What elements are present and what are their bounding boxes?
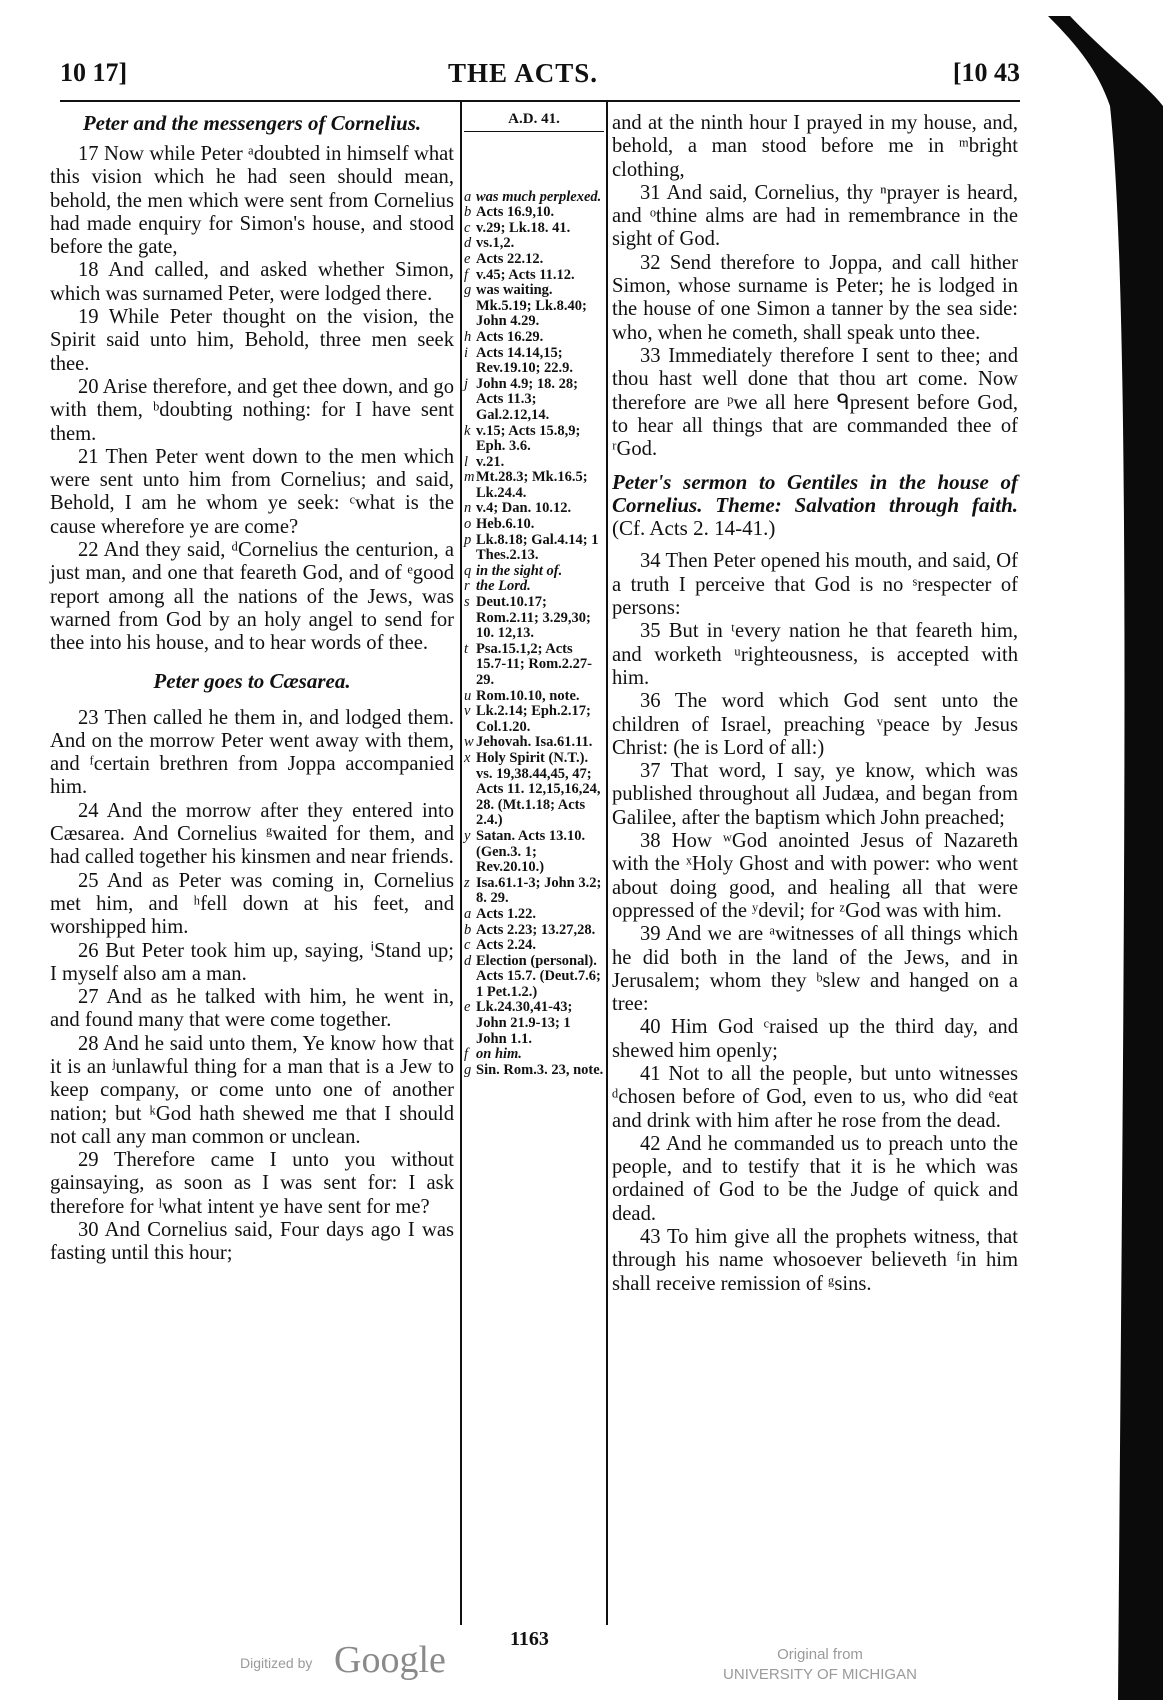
left-text-column xyxy=(50,112,454,1266)
cross-reference xyxy=(464,595,604,642)
reference-text: Jehovah. Isa.61.11. xyxy=(476,734,593,751)
cross-reference xyxy=(464,579,604,595)
reference-text: vs.1,2. xyxy=(476,235,515,252)
verse: 34 Then Peter opened his mouth, and said, Of a truth I perceive that God is no ˢrespecter of persons: xyxy=(612,550,1018,620)
verse-group-23-30 xyxy=(50,707,454,1266)
reference-letter: t xyxy=(464,640,469,657)
reference-letter: w xyxy=(464,734,474,751)
reference-text: Lk.8.18; Gal.4.14; 1 Thes.2.13. xyxy=(476,531,599,564)
reference-text: on him. xyxy=(476,1046,522,1063)
verse: 30 And Cornelius said, Four days ago I was fasting until this hour; xyxy=(50,1219,454,1265)
cross-reference xyxy=(464,330,604,346)
cross-reference xyxy=(464,268,604,284)
verse: 27 And as he talked with him, he went in, and found many that were come together. xyxy=(50,986,454,1032)
verse-group-30-33 xyxy=(612,112,1018,461)
institution-label: UNIVERSITY OF MICHIGAN xyxy=(723,1666,917,1683)
page-number: 1163 xyxy=(510,1628,549,1650)
reference-letter: a xyxy=(464,188,472,205)
section-heading-sermon xyxy=(612,471,1018,540)
reference-text: Rom.10.10, note. xyxy=(476,687,580,704)
reference-letter: i xyxy=(464,344,469,361)
reference-text: v.15; Acts 15.8,9; Eph. 3.6. xyxy=(476,422,581,455)
verse-group-34-43 xyxy=(612,550,1018,1296)
reference-text: was waiting. Mk.5.19; Lk.8.40; John 4.29. xyxy=(476,282,587,330)
verse: 21 Then Peter went down to the men which were sent unto him from Cornelius; and said, Behold, I am he whom ye seek: ᶜwhat is the cause wherefore ye are come? xyxy=(50,445,454,538)
cross-reference xyxy=(464,829,604,876)
cross-reference xyxy=(464,1063,604,1079)
cross-reference xyxy=(464,190,604,206)
reference-text: Deut.10.17; Rom.2.11; 3.29,30; 10. 12,13. xyxy=(476,594,591,642)
google-logo: Google xyxy=(334,1639,446,1681)
reference-letter: r xyxy=(464,578,470,595)
cross-reference xyxy=(464,517,604,533)
reference-text: the Lord. xyxy=(476,578,531,595)
section-heading-caesarea: Peter goes to Cæsarea. xyxy=(153,668,351,693)
cross-reference xyxy=(464,1047,604,1063)
verse-group-17-22 xyxy=(50,143,454,656)
cross-reference xyxy=(464,751,604,829)
sermon-heading-ref: (Cf. Acts 2. 14-41.) xyxy=(612,516,776,541)
cross-reference xyxy=(464,533,604,564)
cross-reference xyxy=(464,252,604,268)
cross-reference xyxy=(464,704,604,735)
reference-letter: c xyxy=(464,937,471,954)
reference-letter: z xyxy=(464,874,470,891)
cross-reference xyxy=(464,954,604,1001)
reference-list xyxy=(464,190,604,1079)
header-left-ref: 10 17] xyxy=(60,58,128,87)
reference-letter: p xyxy=(464,531,472,548)
cross-reference xyxy=(464,938,604,954)
verse: 38 How ʷGod anointed Jesus of Nazareth with the ˣHoly Ghost and with power: who went about doing good, and healing all that were oppressed of the ʸdevil; for ᶻGod was with him. xyxy=(612,830,1018,922)
reference-text: Heb.6.10. xyxy=(476,516,535,533)
reference-letter: x xyxy=(464,749,471,766)
column-divider-left xyxy=(460,100,462,1625)
reference-text: Isa.61.1-3; John 3.2; 8. 29. xyxy=(476,874,602,907)
reference-text: Election (personal). Acts 15.7. (Deut.7.6; 1 Pet.1.2.) xyxy=(476,952,601,1000)
reference-letter: d xyxy=(464,952,472,969)
reference-text: Acts 16.29. xyxy=(476,328,544,345)
header-book-title: THE ACTS. xyxy=(448,58,599,88)
cross-reference xyxy=(464,642,604,689)
verse: 25 And as Peter was coming in, Cornelius met him, and ʰfell down at his feet, and worshipped him. xyxy=(50,869,454,939)
reference-letter: g xyxy=(464,282,472,299)
cross-reference xyxy=(464,564,604,580)
verse: 43 To him give all the prophets witness, that through his name whosoever believeth ᶠin him shall receive remission of ᵍsins. xyxy=(612,1226,1018,1295)
reference-letter: u xyxy=(464,687,472,704)
reference-text: Lk.2.14; Eph.2.17; Col.1.20. xyxy=(476,703,591,735)
verse: 24 And the morrow after they entered into Cæsarea. And Cornelius ᵍwaited for them, and had called together his kinsmen and near friends. xyxy=(50,799,454,869)
verse: 17 Now while Peter ᵃdoubted in himself what this vision which he had seen should mean, behold, the men which were sent from Cornelius had made enquiry for Simon's house, and stood before the gate, xyxy=(50,143,454,259)
verse: 41 Not to all the people, but unto witnesses ᵈchosen before of God, even to us, who did ᵉeat and drink with him after he rose from the dead. xyxy=(612,1062,1018,1132)
reference-letter: l xyxy=(464,453,469,470)
reference-letter: a xyxy=(464,905,472,922)
cross-reference xyxy=(464,424,604,455)
cross-reference xyxy=(464,205,604,221)
cross-reference xyxy=(464,236,604,252)
section-heading-messengers: Peter and the messengers of Cornelius. xyxy=(82,111,422,135)
reference-letter: y xyxy=(464,827,471,844)
verse: and at the ninth hour I prayed in my house, and, behold, a man stood before me in ᵐbright clothing, xyxy=(612,112,1018,181)
cross-reference xyxy=(464,1000,604,1047)
reference-letter: d xyxy=(464,235,472,252)
reference-letter: q xyxy=(464,562,472,579)
cross-reference xyxy=(464,455,604,471)
reference-text: v.21. xyxy=(476,453,505,470)
original-source xyxy=(700,1645,940,1685)
reference-letter: s xyxy=(464,594,470,611)
verse: 40 Him God ᶜraised up the third day, and shewed him openly; xyxy=(612,1016,1018,1062)
cross-reference xyxy=(464,923,604,939)
reference-letter: m xyxy=(464,469,475,486)
verse: 29 Therefore came I unto you without gainsaying, as soon as I was sent for: I ask therefore for ˡwhat intent ye have sent for me? xyxy=(50,1149,454,1218)
reference-letter: f xyxy=(464,1046,469,1063)
reference-text: Psa.15.1,2; Acts 15.7-11; Rom.2.27-29. xyxy=(476,640,592,688)
reference-letter: c xyxy=(464,219,471,236)
reference-text: was much perplexed. xyxy=(476,188,602,205)
reference-text: Holy Spirit (N.T.). vs. 19,38.44,45, 47; Acts 11. 12,15,16,24, 28. (Mt.1.18; Acts 2.4.) xyxy=(476,749,601,829)
reference-text: v.4; Dan. 10.12. xyxy=(476,500,572,517)
date-label: A.D. 41. xyxy=(464,112,604,132)
reference-letter: k xyxy=(464,422,471,439)
cross-reference xyxy=(464,377,604,424)
header-right-ref: [10 43 xyxy=(952,58,1020,87)
reference-letter: g xyxy=(464,1061,472,1078)
original-from-label: Original from xyxy=(777,1646,863,1663)
verse: 36 The word which God sent unto the children of Israel, preaching ᵛpeace by Jesus Christ: (he is Lord of all:) xyxy=(612,690,1018,759)
reference-text: Satan. Acts 13.10. (Gen.3. 1; Rev.20.10.) xyxy=(476,827,586,876)
reference-letter: e xyxy=(464,999,471,1016)
reference-letter: j xyxy=(464,375,469,392)
reference-letter: e xyxy=(464,250,471,267)
verse: 39 And we are ᵃwitnesses of all things which he did both in the land of the Jews, and in Jerusalem; whom they ᵇslew and hanged on a tree: xyxy=(612,923,1018,1016)
running-header xyxy=(60,58,1020,92)
verse: 22 And they said, ᵈCornelius the centurion, a just man, and one that feareth God, and of ᵉgood report among all the nations of the Jews, was warned from God by an holy angel to send for thee into his house, and to hear words of thee. xyxy=(50,539,454,655)
reference-text: Acts 16.9,10. xyxy=(476,204,555,221)
column-divider-right xyxy=(606,100,608,1625)
reference-letter: b xyxy=(464,204,472,221)
verse: 26 But Peter took him up, saying, ⁱStand up; I myself also am a man. xyxy=(50,939,454,985)
verse: 23 Then called he them in, and lodged them. And on the morrow Peter went away with them, and ᶠcertain brethren from Joppa accompanied him. xyxy=(50,706,454,799)
reference-text: Mt.28.3; Mk.16.5; Lk.24.4. xyxy=(476,469,588,501)
cross-reference xyxy=(464,470,604,501)
reference-text: Sin. Rom.3. 23, note. xyxy=(476,1061,604,1078)
verse: 20 Arise therefore, and get thee down, and go with them, ᵇdoubting nothing: for I have sent them. xyxy=(50,375,454,445)
cross-reference xyxy=(464,501,604,517)
cross-reference xyxy=(464,876,604,907)
reference-letter: h xyxy=(464,328,472,345)
reference-text: John 4.9; 18. 28; Acts 11.3; Gal.2.12,14. xyxy=(476,375,578,423)
cross-reference xyxy=(464,346,604,377)
reference-text: Acts 14.14,15; Rev.19.10; 22.9. xyxy=(476,344,574,377)
reference-text: v.29; Lk.18. 41. xyxy=(476,219,571,236)
reference-text: Acts 2.23; 13.27,28. xyxy=(476,921,596,938)
book-spine-shadow xyxy=(1048,16,1163,1700)
cross-reference xyxy=(464,283,604,330)
reference-text: in the sight of. xyxy=(476,562,563,579)
reference-letter: o xyxy=(464,516,472,533)
right-text-column xyxy=(612,112,1018,1296)
reference-text: v.45; Acts 11.12. xyxy=(476,266,575,283)
reference-letter: n xyxy=(464,500,472,517)
verse: 35 But in ᵗevery nation he that feareth him, and worketh ᵘrighteousness, is accepted with him. xyxy=(612,620,1018,689)
reference-letter: b xyxy=(464,921,472,938)
reference-text: Acts 1.22. xyxy=(476,905,537,922)
cross-reference-column xyxy=(464,112,604,1078)
verse: 31 And said, Cornelius, thy ⁿprayer is heard, and ᵒthine alms are had in remembrance in the sight of God. xyxy=(612,181,1018,251)
reference-text: Acts 2.24. xyxy=(476,937,537,954)
verse: 37 That word, I say, ye know, which was published throughout all Judæa, and began from Galilee, after the baptism which John preached; xyxy=(612,760,1018,829)
cross-reference xyxy=(464,689,604,705)
cross-reference xyxy=(464,221,604,237)
verse: 42 And he commanded us to preach unto the people, and to testify that it is he which was ordained of God to be the Judge of quick and dead. xyxy=(612,1132,1018,1225)
reference-text: Lk.24.30,41-43; John 21.9-13; 1 John 1.1. xyxy=(476,999,573,1047)
verse: 18 And called, and asked whether Simon, which was surnamed Peter, were lodged there. xyxy=(50,259,454,305)
reference-letter: v xyxy=(464,703,471,720)
verse: 19 While Peter thought on the vision, the Spirit said unto him, Behold, three men seek thee. xyxy=(50,306,454,375)
reference-text: Acts 22.12. xyxy=(476,250,544,267)
header-rule xyxy=(60,100,1020,102)
digitized-by-label: Digitized by xyxy=(240,1655,313,1671)
cross-reference xyxy=(464,735,604,751)
reference-letter: f xyxy=(464,266,469,283)
cross-reference xyxy=(464,907,604,923)
verse: 28 And he said unto them, Ye know how that it is an ʲunlawful thing for a man that is a Jew to keep company, or come unto one of another nation; but ᵏGod hath shewed me that I should not call any man common or unclean. xyxy=(50,1032,454,1148)
verse: 33 Immediately therefore I sent to thee; and thou hast well done that thou art come. Now therefore are ᵖwe all here ᑫpresent before God, to hear all things that are commanded thee of ʳGod. xyxy=(612,344,1018,461)
sermon-heading-text: Peter's sermon to Gentiles in the house of Cornelius. Theme: Salvation through faith. xyxy=(612,470,1018,518)
verse: 32 Send therefore to Joppa, and call hither Simon, whose surname is Peter; he is lodged in the house of one Simon a tanner by the sea side: who, when he cometh, shall speak unto thee. xyxy=(612,251,1018,344)
